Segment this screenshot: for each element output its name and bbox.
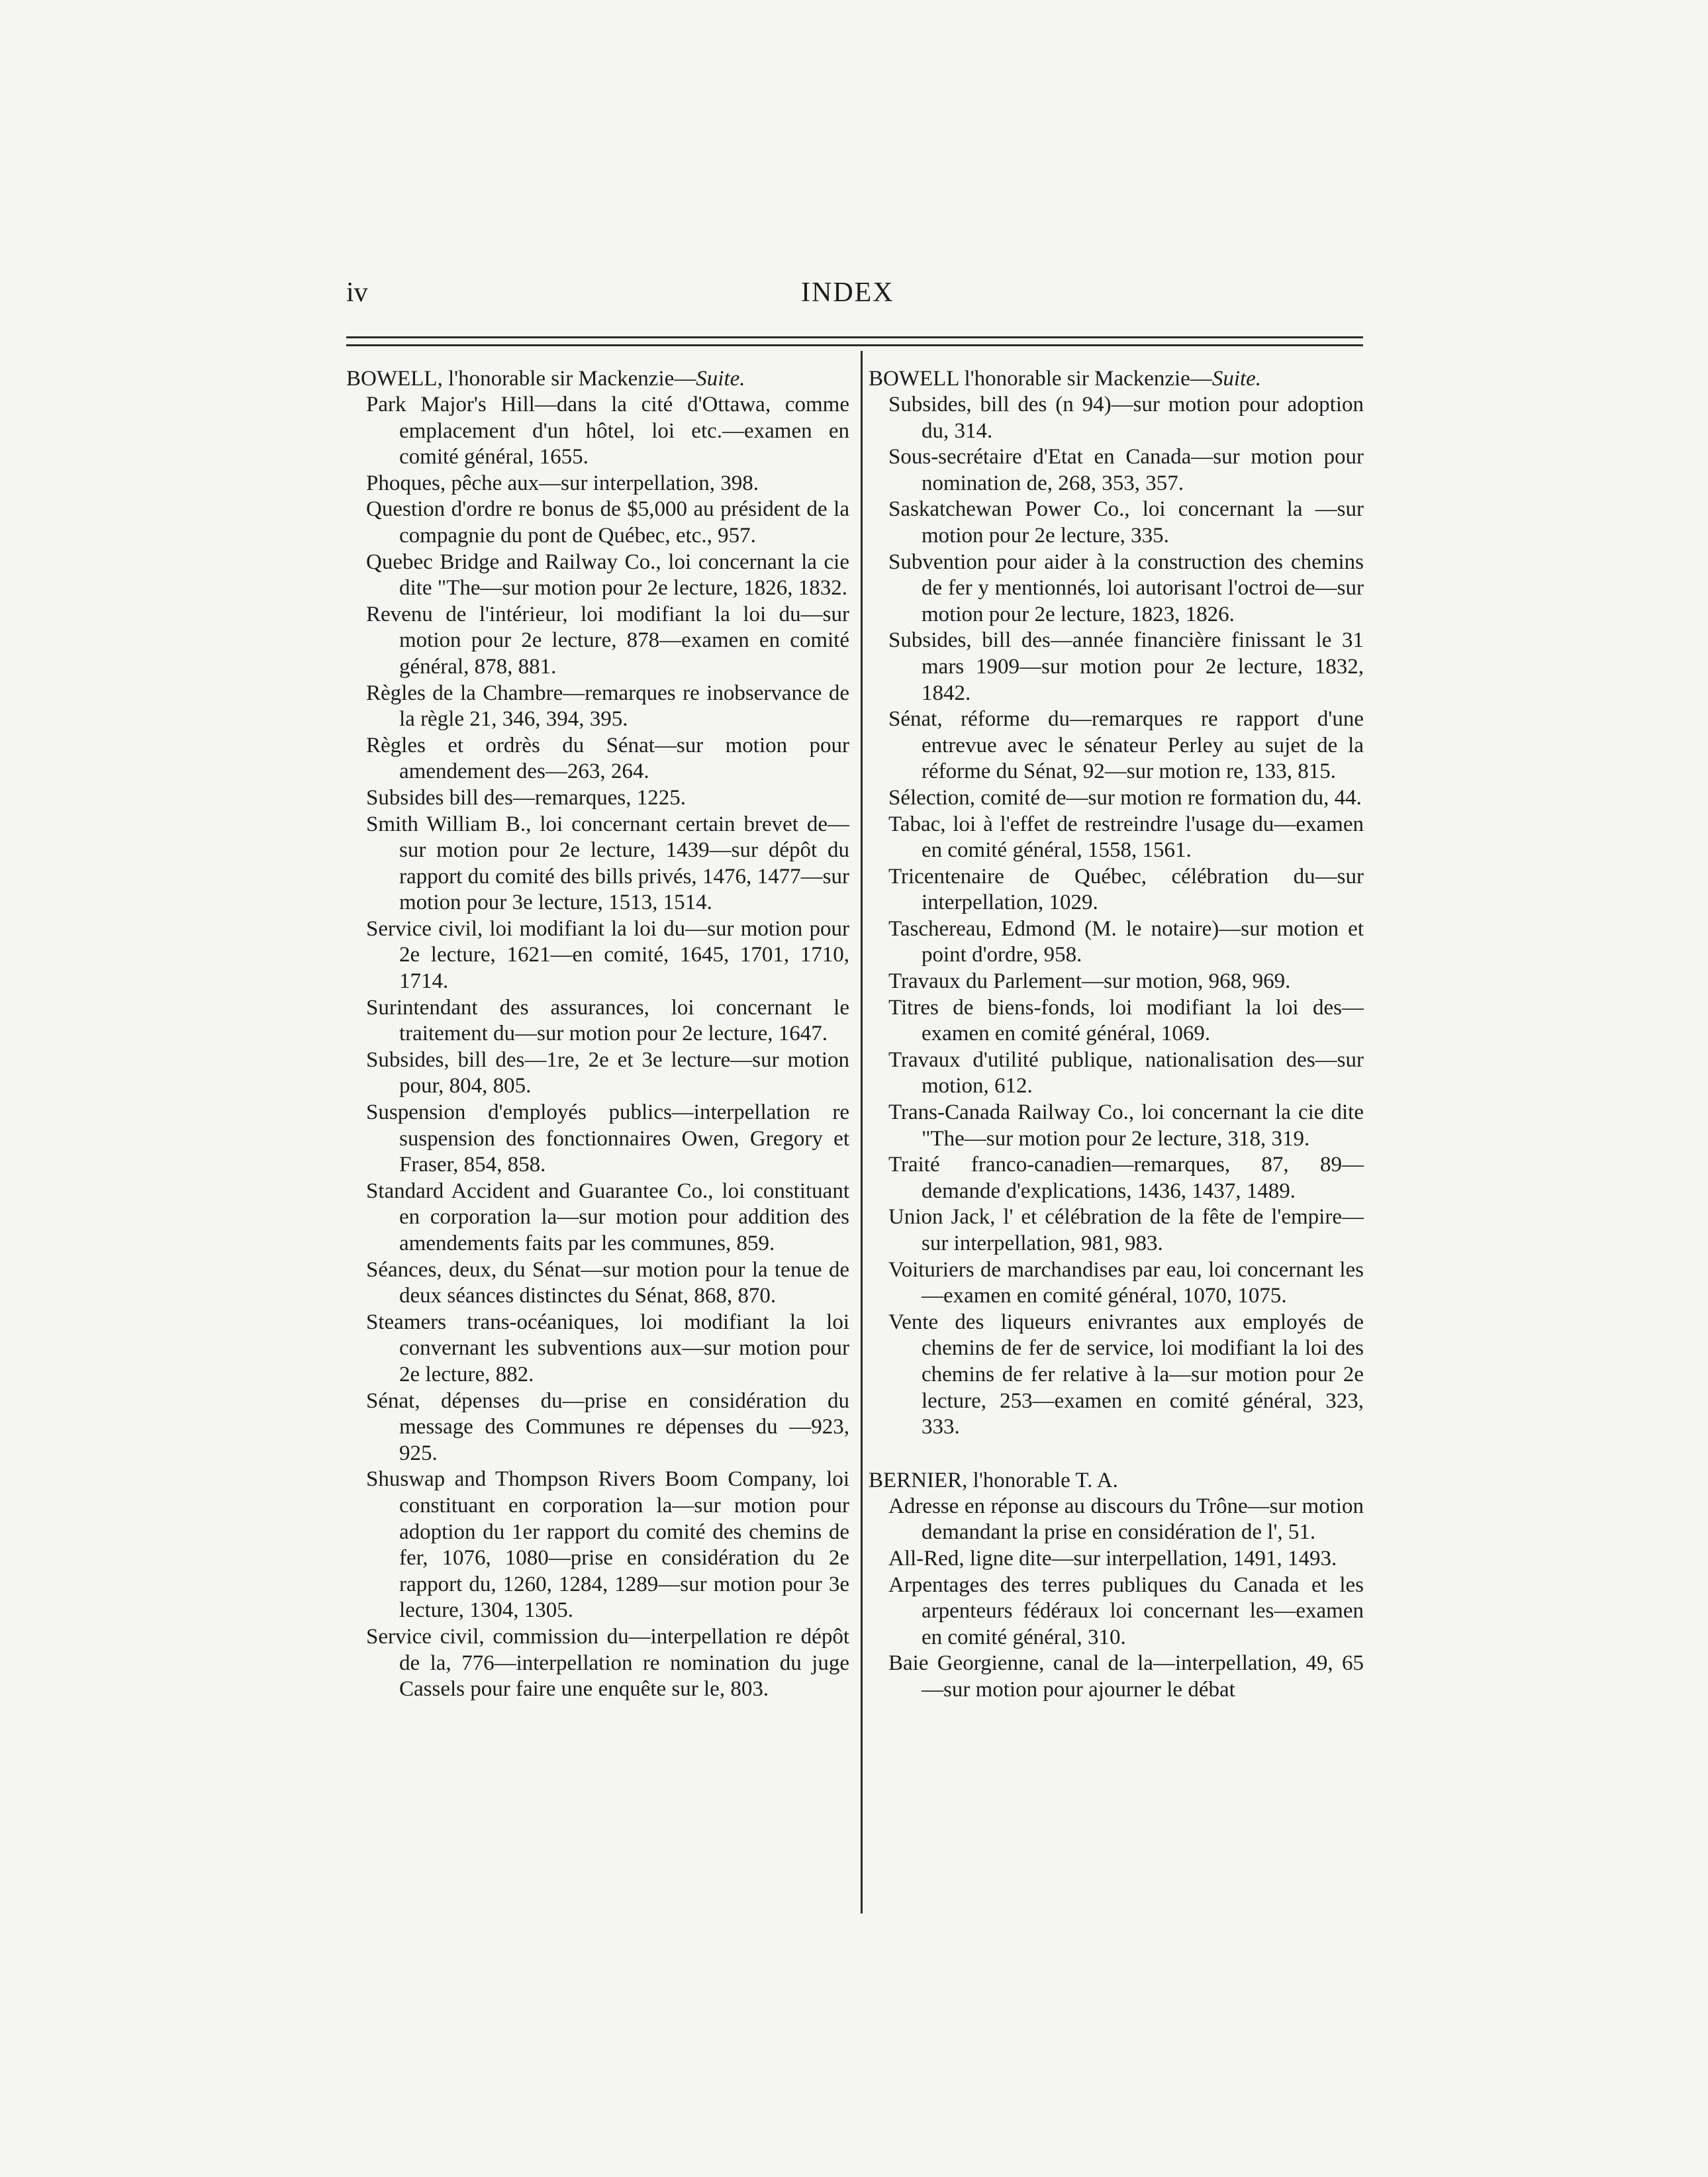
index-heading-bernier: BERNIER, l'honorable T. A.: [869, 1468, 1118, 1492]
index-entry: Tricentenaire de Québec, célébration du—sur interpellation, 1029.: [888, 864, 1364, 915]
index-entry: Sénat, réforme du—remarques re rapport d'une entrevue avec le sénateur Perley au sujet de la réforme du Sénat, 92—sur motion re, 133, 815.: [888, 707, 1364, 784]
index-entry: Règles de la Chambre—remarques re inobservance de la règle 21, 346, 394, 395.: [366, 681, 849, 732]
index-entry: Traité franco-canadien—remarques, 87, 89—demande d'explications, 1436, 1437, 1489.: [888, 1153, 1364, 1203]
right-column: [869, 365, 1364, 1704]
left-column: [346, 365, 849, 1703]
index-entry: Suspension d'employés publics—interpellation re suspension des fonctionnaires Owen, Gregory et Fraser, 854, 858.: [366, 1100, 849, 1177]
index-entry: Service civil, commission du—interpellation re dépôt de la, 776—interpellation re nomination du juge Cassels pour faire une enquête sur le, 803.: [366, 1624, 849, 1702]
right-entry-list-bernier: [869, 1494, 1364, 1704]
index-entry: Vente des liqueurs enivrantes aux employés de chemins de fer de service, loi modifiant la loi des chemins de fer relative à la—sur motion pour 2e lecture, 253—examen en comité général, 323, 333.: [888, 1310, 1364, 1439]
index-entry: Sénat, dépenses du—prise en considération du message des Communes re dépenses du —923, 925.: [366, 1388, 849, 1465]
index-entry: Baie Georgienne, canal de la—interpellation, 49, 65—sur motion pour ajourner le débat: [888, 1651, 1364, 1702]
header-rule-top: [346, 336, 1363, 338]
index-entry: Revenu de l'intérieur, loi modifiant la loi du—sur motion pour 2e lecture, 878—examen en comité général, 878, 881.: [366, 602, 849, 679]
page-number: iv: [346, 277, 368, 308]
index-entry: Travaux du Parlement—sur motion, 968, 969.: [888, 969, 1291, 994]
index-entry: Subsides, bill des (n 94)—sur motion pour adoption du, 314.: [888, 393, 1364, 443]
index-entry: Subvention pour aider à la construction des chemins de fer y mentionnés, loi autorisant l'octroi de—sur motion pour 2e lecture, 1823, 1826.: [888, 550, 1364, 626]
index-entry: Sous-secrétaire d'Etat en Canada—sur motion pour nomination de, 268, 353, 357.: [888, 445, 1364, 495]
index-entry: Sélection, comité de—sur motion re formation du, 44.: [888, 785, 1362, 810]
index-entry: Saskatchewan Power Co., loi concernant la —sur motion pour 2e lecture, 335.: [888, 497, 1364, 548]
index-entry: Park Major's Hill—dans la cité d'Ottawa, comme emplacement d'un hôtel, loi etc.—examen en comité général, 1655.: [366, 393, 849, 469]
index-entry: Quebec Bridge and Railway Co., loi concernant la cie dite "The—sur motion pour 2e lecture, 1826, 1832.: [366, 550, 849, 601]
index-entry: Phoques, pêche aux—sur interpellation, 398.: [366, 471, 759, 495]
index-entry: Smith William B., loi concernant certain brevet de—sur motion pour 2e lecture, 1439—sur dépôt du rapport du comité des bills privés, 1476, 1477—sur motion pour 3e lecture, 1513, 1514.: [366, 812, 849, 915]
index-heading: BOWELL l'honorable sir Mackenzie—Suite.: [869, 367, 1262, 391]
column-divider: [861, 351, 863, 1913]
index-entry: Service civil, loi modifiant la loi du—sur motion pour 2e lecture, 1621—en comité, 1645, 1701, 1710, 1714.: [366, 916, 849, 994]
index-entry: Tabac, loi à l'effet de restreindre l'usage du—examen en comité général, 1558, 1561.: [888, 812, 1364, 863]
left-entry-list: [346, 392, 849, 1703]
index-entry: Subsides, bill des—1re, 2e et 3e lecture—sur motion pour, 804, 805.: [366, 1047, 849, 1098]
index-entry: Subsides, bill des—année financière finissant le 31 mars 1909—sur motion pour 2e lecture, 1832, 1842.: [888, 628, 1364, 705]
index-entry: Question d'ordre re bonus de $5,000 au président de la compagnie du pont de Québec, etc., 957.: [366, 497, 849, 548]
right-entry-list: [869, 392, 1364, 1441]
index-entry: Shuswap and Thompson Rivers Boom Company, loi constituant en corporation la—sur motion pour adoption du 1er rapport du comité des chemins de fer, 1076, 1080—prise en considération du 2e rapport du, 1260, 1284, 1289—sur motion pour 3e lecture, 1304, 1305.: [366, 1467, 849, 1623]
index-entry: Séances, deux, du Sénat—sur motion pour la tenue de deux séances distinctes du Sénat, 868, 870.: [366, 1257, 849, 1308]
index-entry: Standard Accident and Guarantee Co., loi constituant en corporation la—sur motion pour addition des amendements faits par les communes, 859.: [366, 1179, 849, 1255]
index-entry: Union Jack, l' et célébration de la fête de l'empire—sur interpellation, 981, 983.: [888, 1205, 1364, 1255]
index-heading: BOWELL, l'honorable sir Mackenzie—Suite.: [346, 367, 745, 391]
index-entry: Titres de biens-fonds, loi modifiant la loi des—examen en comité général, 1069.: [888, 995, 1364, 1046]
index-entry: All-Red, ligne dite—sur interpellation, 1491, 1493.: [888, 1546, 1337, 1571]
index-entry: Steamers trans-océaniques, loi modifiant la loi convernant les subventions aux—sur motion pour 2e lecture, 882.: [366, 1310, 849, 1386]
header-rule-bottom: [346, 344, 1363, 346]
index-entry: Adresse en réponse au discours du Trône—sur motion demandant la prise en considération de l', 51.: [888, 1494, 1364, 1545]
index-entry: Taschereau, Edmond (M. le notaire)—sur motion et point d'ordre, 958.: [888, 916, 1364, 967]
index-entry: Surintendant des assurances, loi concernant le traitement du—sur motion pour 2e lecture, 1647.: [366, 995, 849, 1046]
index-entry: Arpentages des terres publiques du Canada et les arpenteurs fédéraux loi concernant les—examen en comité général, 310.: [888, 1572, 1364, 1649]
index-entry: Voituriers de marchandises par eau, loi concernant les—examen en comité général, 1070, 1075.: [888, 1257, 1364, 1308]
index-entry: Trans-Canada Railway Co., loi concernant la cie dite "The—sur motion pour 2e lecture, 318, 319.: [888, 1100, 1364, 1151]
index-entry: Travaux d'utilité publique, nationalisation des—sur motion, 612.: [888, 1047, 1364, 1098]
index-entry: Règles et ordrès du Sénat—sur motion pour amendement des—263, 264.: [366, 733, 849, 784]
running-title: INDEX: [801, 277, 894, 308]
index-entry: Subsides bill des—remarques, 1225.: [366, 785, 687, 810]
